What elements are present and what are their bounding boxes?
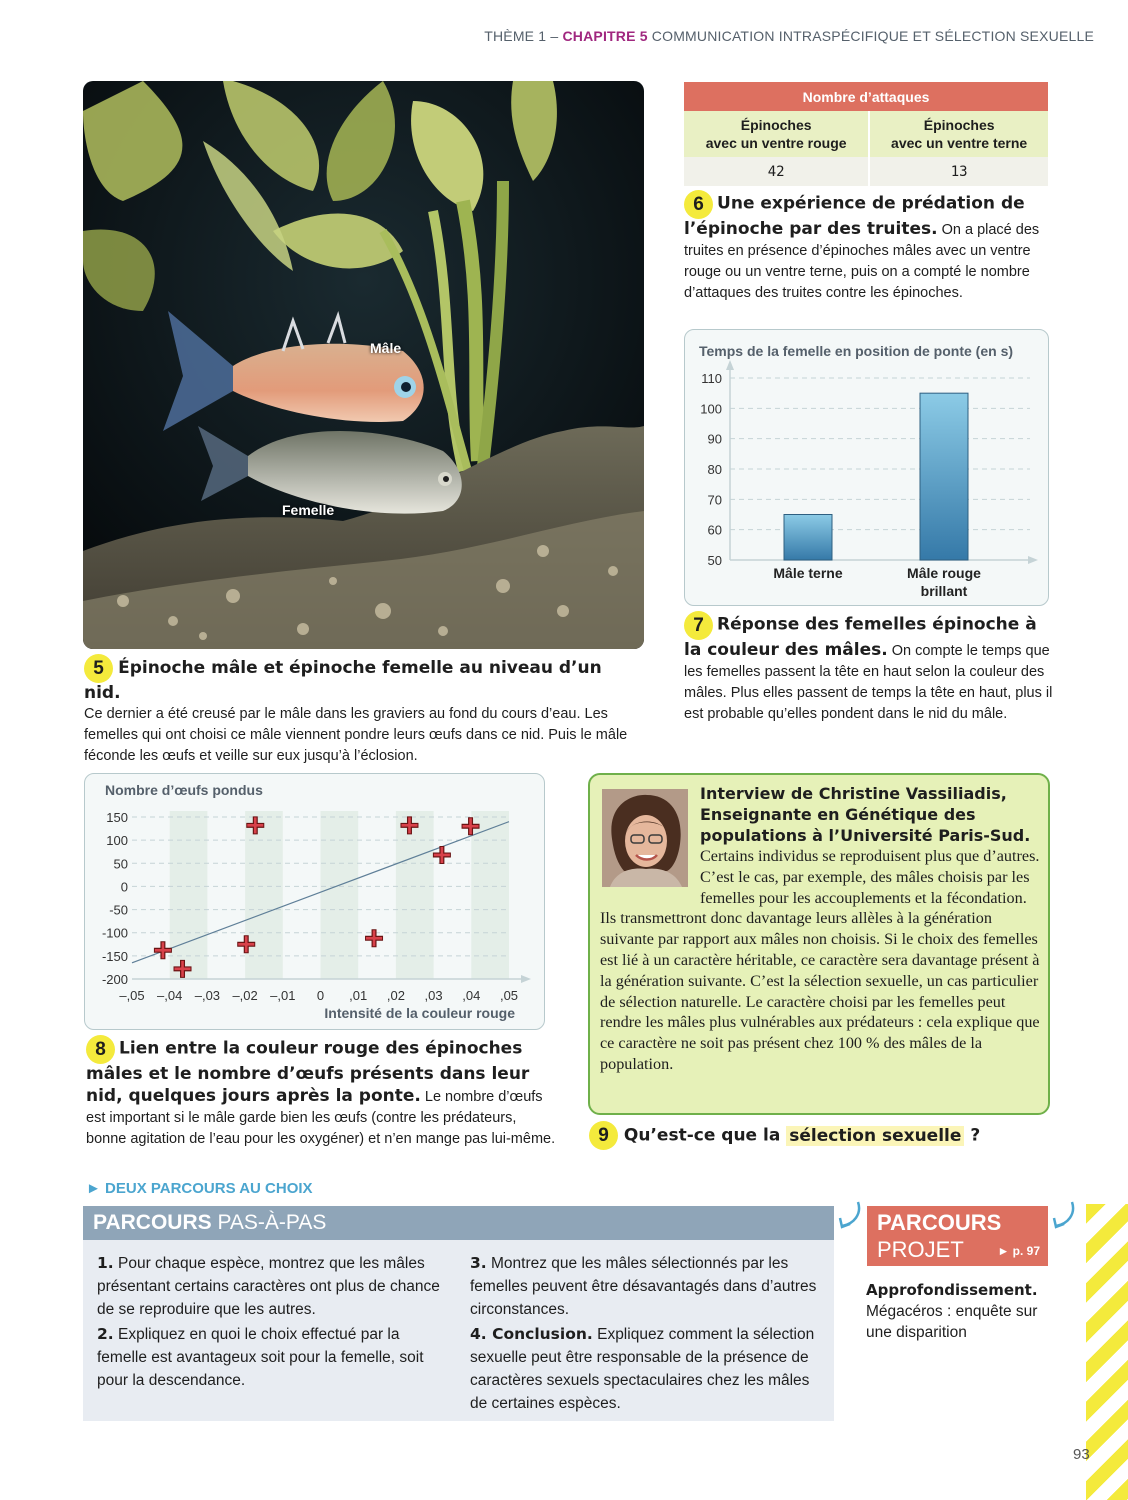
- x-tick-label: –,04: [157, 988, 183, 1003]
- x-category-label: Mâle terne: [773, 565, 843, 581]
- x-tick-label: ,04: [462, 988, 481, 1003]
- x-tick-label: –,03: [194, 988, 221, 1003]
- doc5-text: Ce dernier a été creusé par le mâle dans les graviers au fond du cours d’eau. Les femelles qui ont choisi ce mâle viennent pondre leurs œufs dans ce nid. Puis le mâle féconde les œufs et veille sur eux jusqu’à l’éclosion.: [84, 706, 628, 764]
- doc9-keyword: sélection sexuelle: [786, 1126, 964, 1146]
- doc9-number-badge: 9: [589, 1121, 618, 1150]
- x-tick-label: ,02: [386, 988, 405, 1003]
- projet-description: [866, 1280, 1046, 1343]
- doc7-title: Réponse des femelles épinoche à la couleur des mâles.: [684, 614, 1037, 660]
- y-tick-label: -100: [101, 925, 128, 941]
- y-tick-label: 100: [106, 833, 128, 849]
- stickleback-photo-illustration: [83, 81, 644, 649]
- stickleback-photo: [83, 81, 644, 649]
- y-axis-arrow: [726, 360, 734, 370]
- table-col-red-belly: [684, 111, 870, 157]
- x-category-label: brillant: [920, 583, 968, 599]
- doc5-title: Épinoche mâle et épinoche femelle au niveau d’un nid.: [84, 658, 602, 703]
- doc5-caption: [84, 654, 644, 767]
- header-theme: THÈME 1 –: [484, 28, 563, 44]
- x-tick-label: 0: [316, 988, 325, 1003]
- projet-page-link[interactable]: ► p. 97: [997, 1244, 1040, 1258]
- scatter-chart: [85, 774, 544, 1029]
- interview-box: [588, 773, 1050, 1115]
- y-tick-label: 90: [707, 431, 722, 447]
- x-tick-label: ,01: [349, 988, 368, 1003]
- band: [170, 811, 208, 979]
- y-tick-label: 50: [707, 553, 722, 568]
- data-point: [154, 941, 172, 959]
- y-tick-label: 80: [707, 462, 722, 477]
- doc6-text: On a placé des truites en présence d’épinoches mâles avec un ventre rouge ou un ventre terne, puis on a compté le nombre d’attaques des truites contre les épinoches.: [684, 222, 1040, 301]
- doc8-number-badge: 8: [86, 1035, 115, 1064]
- bar: [920, 393, 968, 560]
- projet-text: Mégacéros : enquête sur une disparition: [866, 1303, 1038, 1341]
- doc6-title: Une expérience de prédation de l’épinoche par des truites.: [684, 193, 1025, 239]
- parcours-item-2: 2. Expliquez en quoi le choix effectué par la femelle est avantageux soit pour la femelle, soit pour la descendance.: [97, 1325, 424, 1389]
- parcours-projet-header: [867, 1206, 1048, 1266]
- x-tick-label: –,05: [119, 988, 145, 1003]
- x-axis-arrow: [1028, 556, 1038, 564]
- y-tick-label: -50: [109, 902, 128, 918]
- parcours-item-1: 1. Pour chaque espèce, montrez que les mâles présentant certains caractères ont plus de chance de se reproduire que les autres.: [97, 1254, 440, 1318]
- female-label: Femelle: [282, 502, 335, 518]
- bar: [784, 515, 832, 561]
- parcours-col-right: [470, 1252, 820, 1417]
- x-tick-label: –,02: [232, 988, 258, 1003]
- doc7-text: On compte le temps que les femelles passent la tête en haut selon la couleur des mâles. Plus elles passent de temps la tête en haut, plus il est probable qu’elles pondent dans le nid du mâle.: [684, 643, 1053, 722]
- projet-title: Approfondissement.: [866, 1281, 1038, 1299]
- doc7-number-badge: 7: [684, 611, 713, 640]
- choice-label-text: DEUX PARCOURS AU CHOIX: [105, 1180, 313, 1197]
- curved-arrow-icon-2: [1048, 1198, 1076, 1232]
- doc9-question: [589, 1121, 1049, 1150]
- band: [471, 811, 509, 979]
- table-header: Nombre d’attaques: [684, 82, 1048, 111]
- portrait-photo: [602, 789, 688, 887]
- pas-a-pas-bold: PARCOURS: [93, 1211, 212, 1234]
- table-col1-line2: avec un ventre rouge: [705, 135, 847, 151]
- scatter-chart-title: Nombre d’œufs pondus: [105, 782, 263, 798]
- pas-a-pas-rest: PAS-À-PAS: [211, 1211, 327, 1234]
- table-col-dull-belly: [870, 111, 1048, 157]
- y-tick-label: 100: [700, 401, 722, 417]
- y-tick-label: 110: [701, 371, 722, 386]
- attacks-table: [684, 82, 1048, 186]
- doc8-title: Lien entre la couleur rouge des épinoches mâles et le nombre d’œufs présents dans leur nid, quelques jours après la ponte.: [86, 1038, 530, 1106]
- curved-arrow-icon: [834, 1198, 862, 1232]
- choice-label: [86, 1180, 313, 1197]
- y-tick-label: 150: [106, 810, 128, 825]
- interview-text: Certains individus se reproduisent plus que d’autres. C’est le cas, par exemple, des mâles choisis par les femelles pour les accouplements et la fécondation. Ils transmettront donc davantage leurs allèles à la génération suivante par rapport aux mâles non choisis. Si le choix des femelles est lié à un caractère héritable, ce caractère sera davantage présent à la génération suivante. C’est la sélection sexuelle, un cas particulier de sélection naturelle. Le caractère choisi par les femelles peut rendre les mâles plus vulnérables aux prédateurs : cela explique que ce caractère ne soit pas présent chez 100 % des mâles de la population.: [600, 847, 1040, 1073]
- header-chapter: CHAPITRE 5: [562, 28, 648, 44]
- y-tick-label: -150: [101, 948, 128, 964]
- page-number: 93: [1073, 1446, 1090, 1463]
- band: [396, 811, 434, 979]
- bar-chart-panel: [684, 329, 1049, 606]
- parcours-pas-a-pas-header: [83, 1206, 834, 1240]
- bar-chart-title: Temps de la femelle en position de ponte (en s): [699, 343, 1014, 359]
- x-axis-arrow: [521, 975, 531, 983]
- parcours-pas-a-pas-body: [83, 1240, 834, 1421]
- data-point: [365, 929, 383, 947]
- projet-line2: PROJET: [877, 1237, 964, 1262]
- band: [245, 811, 283, 979]
- doc8-caption: [86, 1035, 556, 1150]
- interview-title: Interview de Christine Vassiliadis, Enseignante en Génétique des populations à l’Université Paris-Sud.: [700, 784, 1031, 845]
- running-header: [484, 28, 1094, 44]
- doc7-caption: [684, 611, 1054, 725]
- doc9-question-end: ?: [964, 1125, 981, 1146]
- doc6-number-badge: 6: [684, 190, 713, 219]
- doc9-question-start: Qu’est-ce que la: [623, 1125, 787, 1146]
- x-tick-label: ,03: [424, 988, 443, 1003]
- parcours-item-3: 3. Montrez que les mâles sélectionnés par les femelles peuvent être désavantagés dans d’autres circonstances.: [470, 1254, 817, 1318]
- x-category-label: Mâle rouge: [907, 565, 981, 581]
- table-col2-line1: Épinoches: [923, 117, 995, 133]
- y-tick-label: 50: [113, 856, 128, 872]
- table-value-red: 42: [684, 157, 870, 186]
- y-tick-label: -200: [101, 972, 128, 987]
- band: [321, 811, 359, 979]
- x-tick-label: ,05: [499, 988, 519, 1003]
- x-tick-label: –,01: [270, 988, 296, 1003]
- header-subtitle: COMMUNICATION INTRASPÉCIFIQUE ET SÉLECTION SEXUELLE: [647, 28, 1094, 44]
- table-col1-line1: Épinoches: [740, 117, 812, 133]
- male-label: Mâle: [370, 340, 402, 356]
- table-col2-line2: avec un ventre terne: [891, 135, 1028, 151]
- doc8-text: Le nombre d’œufs est important si le mâle garde bien les œufs (contre les prédateurs, bonne agitation de l’eau pour les oxygéner) et n’en mange pas lui-même.: [86, 1089, 556, 1147]
- y-tick-label: 70: [707, 492, 722, 508]
- bar-chart: [685, 330, 1048, 605]
- parcours-col-left: [97, 1252, 449, 1394]
- projet-line1: PARCOURS: [877, 1210, 1002, 1235]
- table-value-dull: 13: [870, 157, 1048, 186]
- doc6-caption: [684, 190, 1064, 304]
- decorative-stripes: [1086, 1204, 1128, 1500]
- parcours-item-4: 4. Conclusion. Expliquez comment la sélection sexuelle peut être responsable de la présence de caractères sexuels spectaculaires chez les mâles de certaines espèces.: [470, 1325, 815, 1412]
- scatter-chart-panel: [84, 773, 545, 1030]
- y-tick-label: 0: [120, 879, 128, 895]
- doc5-number-badge: 5: [84, 654, 113, 683]
- y-tick-label: 60: [707, 522, 722, 538]
- x-axis-label: Intensité de la couleur rouge: [324, 1005, 515, 1021]
- triangle-right-icon: ►: [86, 1180, 101, 1197]
